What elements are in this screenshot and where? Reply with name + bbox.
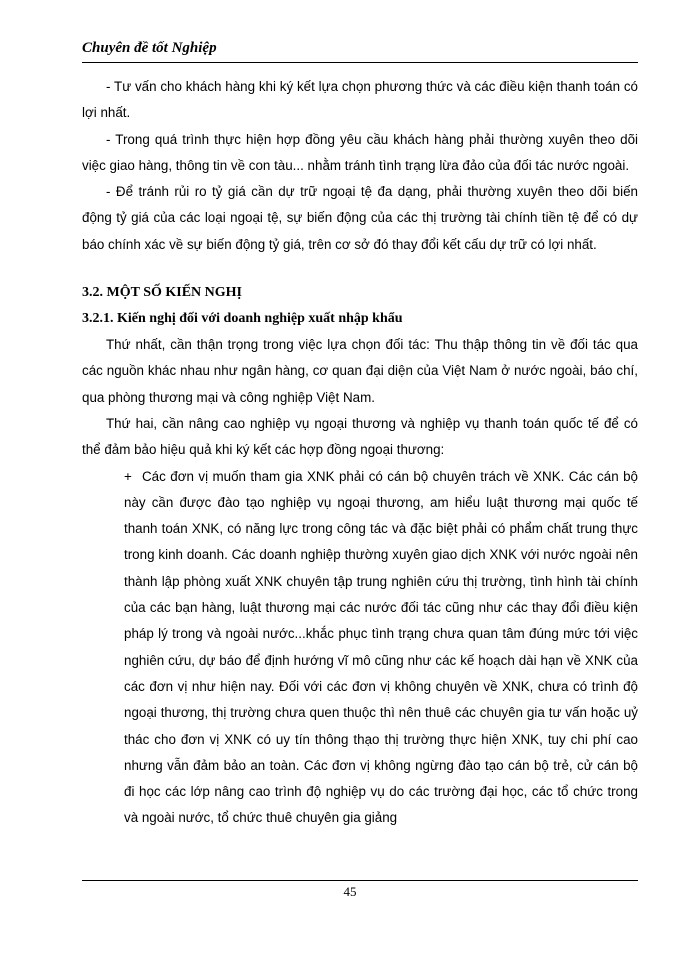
- subsection-heading: 3.2.1. Kiến nghị đối với doanh nghiệp xuất nhập khẩu: [82, 311, 403, 327]
- page-number: 45: [343, 884, 357, 899]
- intro-paragraph-1: - Tư vấn cho khách hàng khi ký kết lựa chọn phương thức và các điều kiện thanh toán có lợi nhất.: [82, 79, 638, 121]
- bullet-paragraph: [82, 464, 638, 832]
- intro-paragraph-3: - Để tránh rủi ro tỷ giá cần dự trữ ngoại tệ đa dạng, phải thường xuyên theo dõi biến động tỷ giá của các loại ngoại tệ, sự biến động của các thị trường tài chính tiền tệ để có dự báo chính xác về sự biến động tỷ giá, trên cơ sở đó thay đổi kết cấu dự trữ có lợi nhất.: [82, 184, 638, 252]
- paragraph-first-point: Thứ nhất, cần thận trọng trong việc lựa chọn đối tác: Thu thập thông tin về đối tác qua các nguồn khác nhau như ngân hàng, cơ quan đại diện của Việt Nam ở nước ngoài, báo chí, qua phòng thương mại và công nghiệp Việt Nam.: [82, 337, 638, 405]
- intro-paragraph-2: - Trong quá trình thực hiện hợp đồng yêu cầu khách hàng phải thường xuyên theo dõi việc giao hàng, thông tin về con tàu... nhằm tránh tình trạng lừa đảo của đối tác nước ngoài.: [82, 131, 638, 173]
- footer-divider: [82, 880, 638, 881]
- header-divider: [82, 62, 638, 63]
- section-heading: 3.2. MỘT SỐ KIẾN NGHỊ: [82, 285, 242, 301]
- paragraph-second-point: Thứ hai, cần nâng cao nghiệp vụ ngoại thương và nghiệp vụ thanh toán quốc tế để có thể đảm bảo hiệu quả khi ký kết các hợp đồng ngoại thương:: [82, 415, 638, 458]
- running-header: Chuyên đề tốt Nghiệp: [82, 40, 217, 56]
- plus-bullet-icon: +: [124, 468, 132, 484]
- bullet-text: Các đơn vị muốn tham gia XNK phải có cán bộ chuyên trách về XNK. Các cán bộ này cần được đào tạo nghiệp vụ ngoại thương, am hiểu luật thương mại quốc tế thanh toán XNK, có năng lực trong công tác và đặc biệt phải có phẩm chất trung thực trong kinh doanh. Các doanh nghiệp thường xuyên giao dịch XNK với nước ngoài nên thành lập phòng xuất XNK chuyên tập trung nghiên cứu thị trường, tình hình tài chính của các bạn hàng, luật thương mại các nước đối tác cũng như các thay đổi điều kiện pháp lý trong và ngoài nước...khắc phục tình trạng chưa quan tâm đúng mức tới việc nghiên cứu, dự báo để định hướng vĩ mô cũng như các kế hoạch dài hạn về XNK của các đơn vị như hiện nay. Đối với các đơn vị không chuyên về XNK, chưa có trình độ ngoại thương, thị trường chưa quen thuộc thì nên thuê các chuyên gia tư vấn hoặc uỷ thác cho đơn vị XNK có uy tín thông thạo thị trường thực hiện XNK, tuy chi phí cao nhưng vẫn đảm bảo an toàn. Các đơn vị không ngừng đào tạo cán bộ trẻ, cử cán bộ đi học các lớp nâng cao trình độ nghiệp vụ do các trường đại học, các tổ chức trong và ngoài nước, tổ chức thuê chuyên gia giảng: [124, 468, 638, 826]
- page-body: [82, 74, 638, 832]
- spacer: [82, 258, 638, 280]
